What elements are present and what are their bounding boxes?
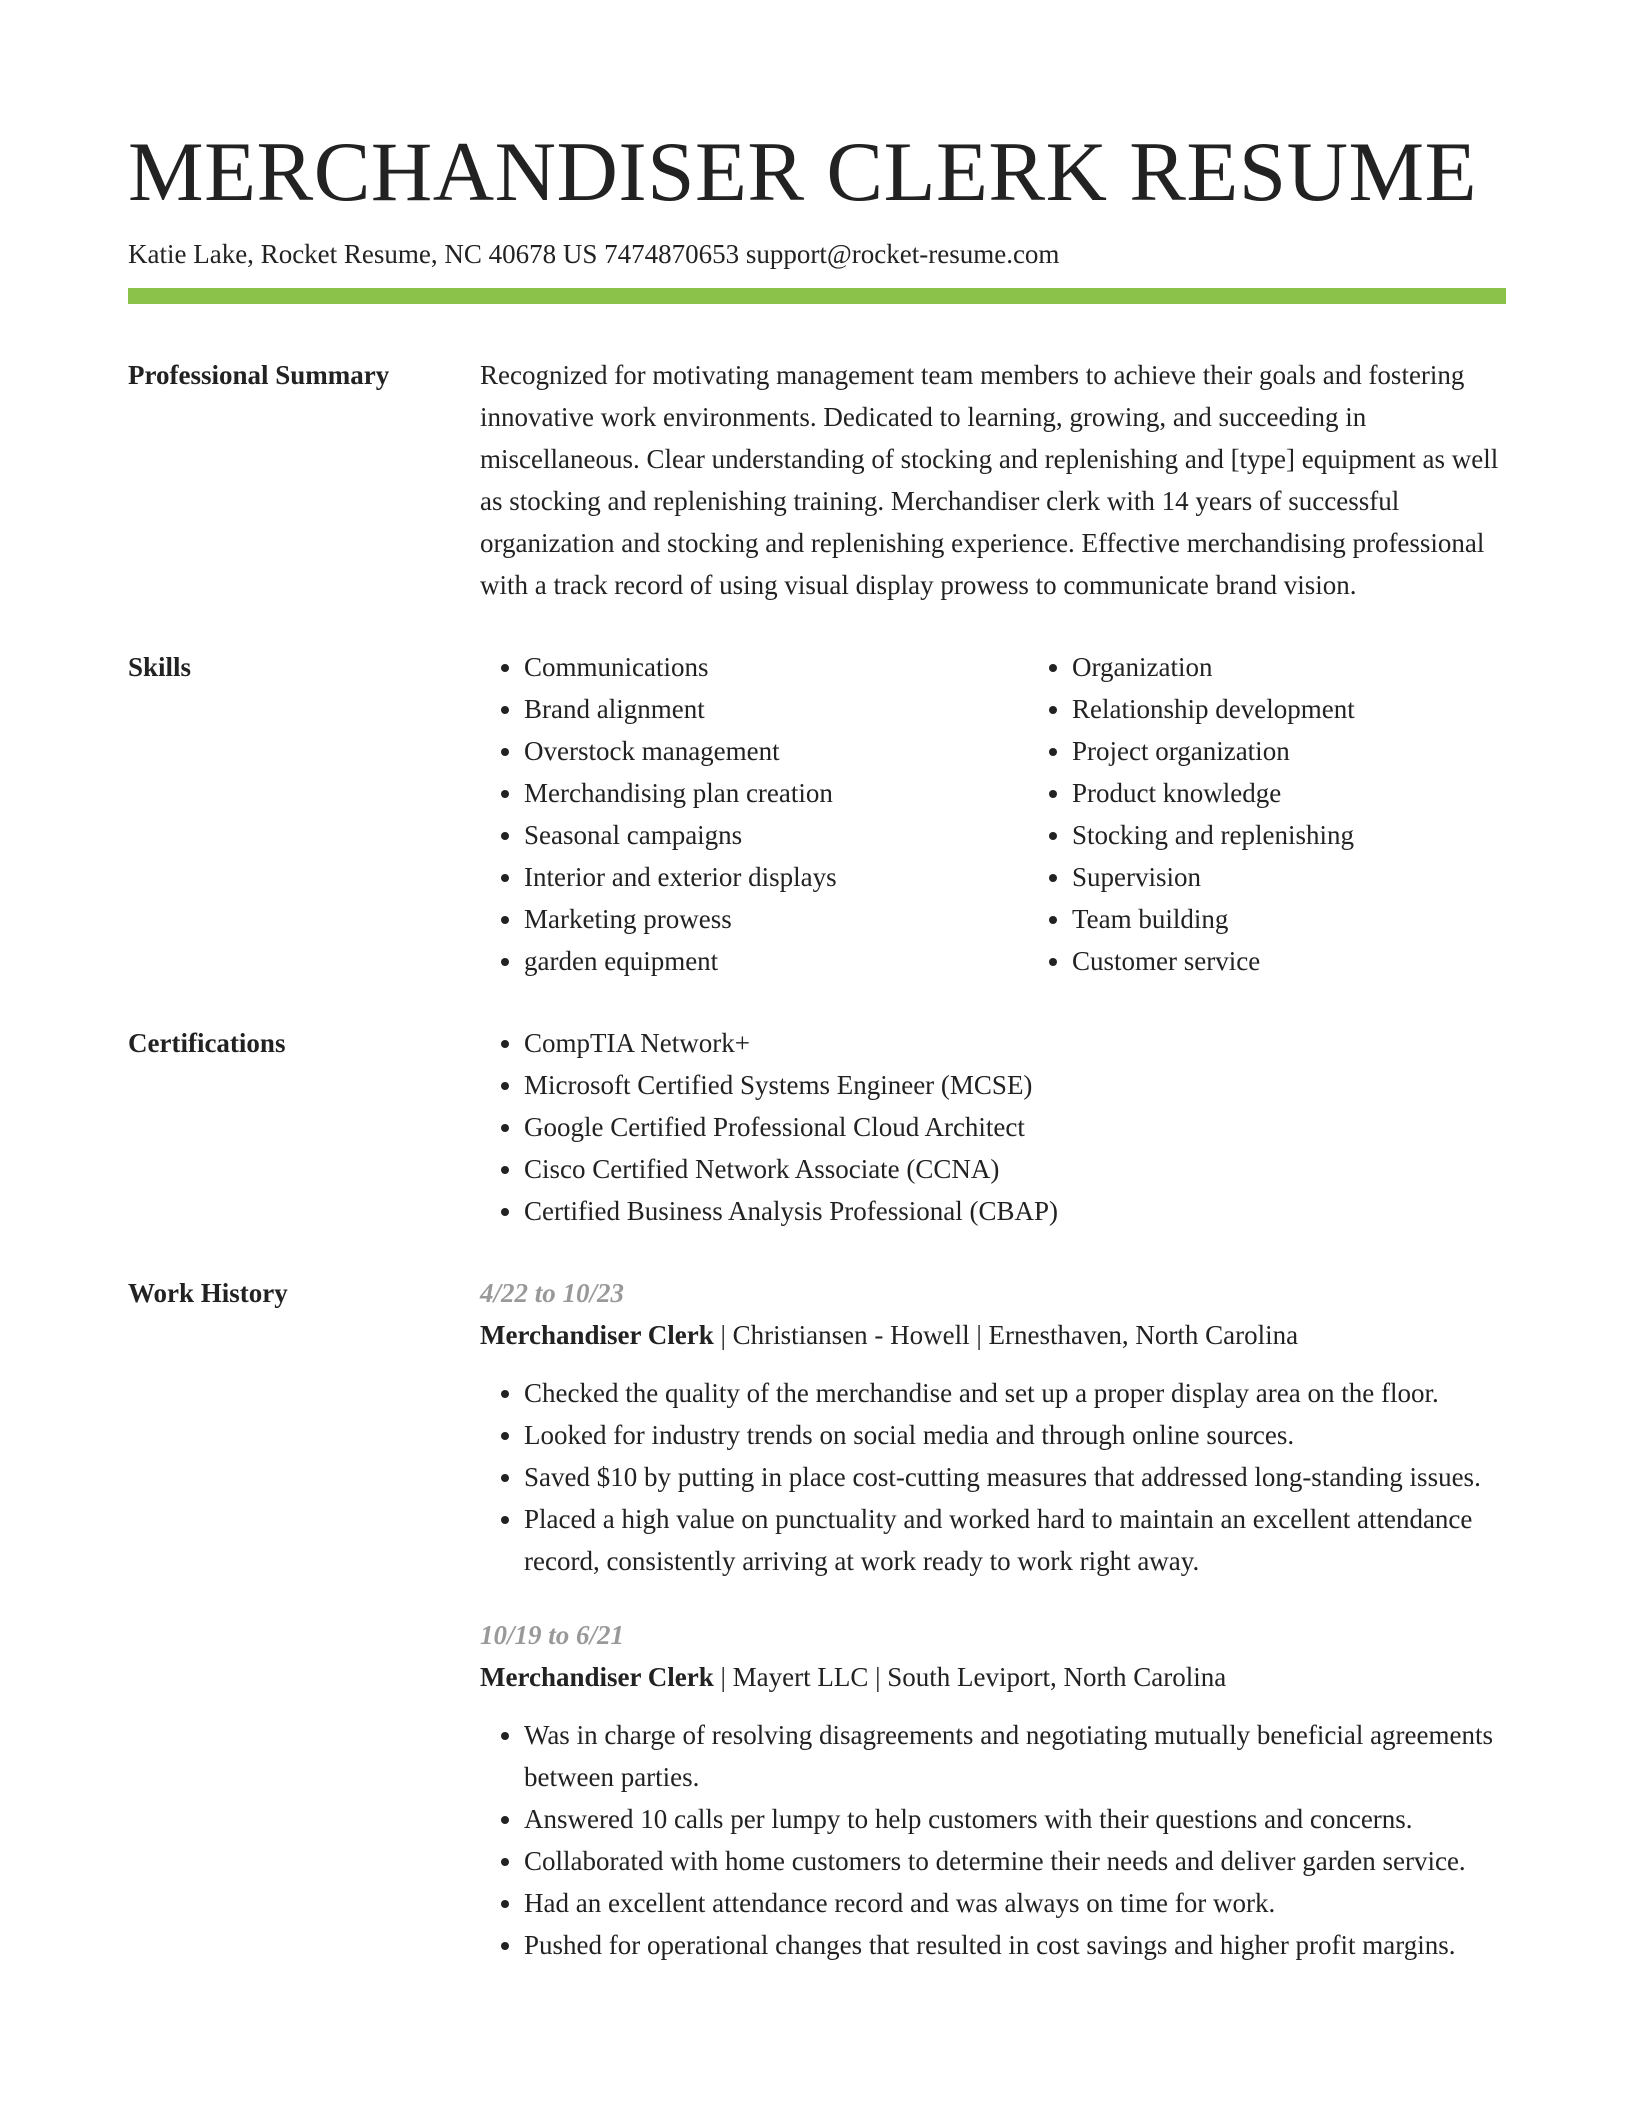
section-label-summary: Professional Summary <box>128 360 390 390</box>
job-entry <box>480 1614 1506 1966</box>
list-item: • Merchandising plan creation <box>524 772 1028 814</box>
job-dates: 10/19 to 6/21 <box>480 1620 625 1650</box>
resume-title: MERCHANDISER CLERK RESUME <box>128 125 1478 219</box>
list-item: • Project organization <box>1072 730 1506 772</box>
section-label-work-history: Work History <box>128 1278 288 1308</box>
list-item: • Overstock management <box>524 730 1028 772</box>
job-entry <box>480 1272 1506 1582</box>
list-item: • Product knowledge <box>1072 772 1506 814</box>
work-history-body <box>480 1272 1506 1998</box>
job-bullets <box>480 1714 1506 1966</box>
job-heading <box>480 1656 1506 1698</box>
certifications-list <box>480 1022 1506 1232</box>
list-item: • Answered 10 calls per lumpy to help customers with their questions and concerns. <box>524 1798 1506 1840</box>
summary-section <box>128 354 1506 606</box>
accent-divider <box>128 288 1506 304</box>
skills-list-right <box>1028 646 1506 982</box>
list-item: • Saved $10 by putting in place cost-cutting measures that addressed long-standing issues. <box>524 1456 1506 1498</box>
list-item: • Cisco Certified Network Associate (CCNA) <box>524 1148 1506 1190</box>
summary-body <box>480 354 1506 606</box>
list-item: • Checked the quality of the merchandise and set up a proper display area on the floor. <box>524 1372 1506 1414</box>
section-label-skills: Skills <box>128 652 192 682</box>
list-item: • CompTIA Network+ <box>524 1022 1506 1064</box>
job-details: | Mayert LLC | South Leviport, North Carolina <box>713 1662 1227 1692</box>
list-item: • Seasonal campaigns <box>524 814 1028 856</box>
certifications-section <box>128 1022 1506 1232</box>
list-item: • Supervision <box>1072 856 1506 898</box>
list-item: • Customer service <box>1072 940 1506 982</box>
list-item: • Interior and exterior displays <box>524 856 1028 898</box>
list-item: • Placed a high value on punctuality and worked hard to maintain an excellent attendance record, consistently arriving at work ready to work right away. <box>524 1498 1506 1582</box>
skills-list-left <box>480 646 1028 982</box>
job-heading <box>480 1314 1506 1356</box>
list-item: • Communications <box>524 646 1028 688</box>
list-item: • Certified Business Analysis Professional (CBAP) <box>524 1190 1506 1232</box>
job-title: Merchandiser Clerk <box>480 1662 714 1692</box>
list-item: • Microsoft Certified Systems Engineer (MCSE) <box>524 1064 1506 1106</box>
resume-page <box>128 124 1506 1998</box>
work-history-section <box>128 1272 1506 1998</box>
list-item: • Google Certified Professional Cloud Architect <box>524 1106 1506 1148</box>
job-title: Merchandiser Clerk <box>480 1320 714 1350</box>
list-item: • Looked for industry trends on social media and through online sources. <box>524 1414 1506 1456</box>
list-item: • Was in charge of resolving disagreements and negotiating mutually beneficial agreements between parties. <box>524 1714 1506 1798</box>
skills-section <box>128 646 1506 982</box>
skills-body <box>480 646 1506 982</box>
job-dates: 4/22 to 10/23 <box>480 1278 625 1308</box>
job-details: | Christiansen - Howell | Ernesthaven, North Carolina <box>713 1320 1299 1350</box>
list-item: • Organization <box>1072 646 1506 688</box>
list-item: • Marketing prowess <box>524 898 1028 940</box>
list-item: • garden equipment <box>524 940 1028 982</box>
list-item: • Team building <box>1072 898 1506 940</box>
contact-line: Katie Lake, Rocket Resume, NC 40678 US 7474870653 support@rocket-resume.com <box>128 239 1060 269</box>
summary-text: Recognized for motivating management team members to achieve their goals and fostering innovative work environments. Dedicated to learning, growing, and succeeding in miscellaneous. Clear understanding of stocking and replenishing and [type] equipment as well as stocking and replenishing training. Merchandiser clerk with 14 years of successful organization and stocking and replenishing experience. Effective merchandising professional with a track record of using visual display prowess to communicate brand vision. <box>480 360 1499 600</box>
job-bullets <box>480 1372 1506 1582</box>
list-item: • Had an excellent attendance record and was always on time for work. <box>524 1882 1506 1924</box>
section-label-certifications: Certifications <box>128 1028 286 1058</box>
list-item: • Pushed for operational changes that resulted in cost savings and higher profit margins. <box>524 1924 1506 1966</box>
list-item: • Relationship development <box>1072 688 1506 730</box>
list-item: • Collaborated with home customers to determine their needs and deliver garden service. <box>524 1840 1506 1882</box>
list-item: • Brand alignment <box>524 688 1028 730</box>
list-item: • Stocking and replenishing <box>1072 814 1506 856</box>
certifications-body <box>480 1022 1506 1232</box>
